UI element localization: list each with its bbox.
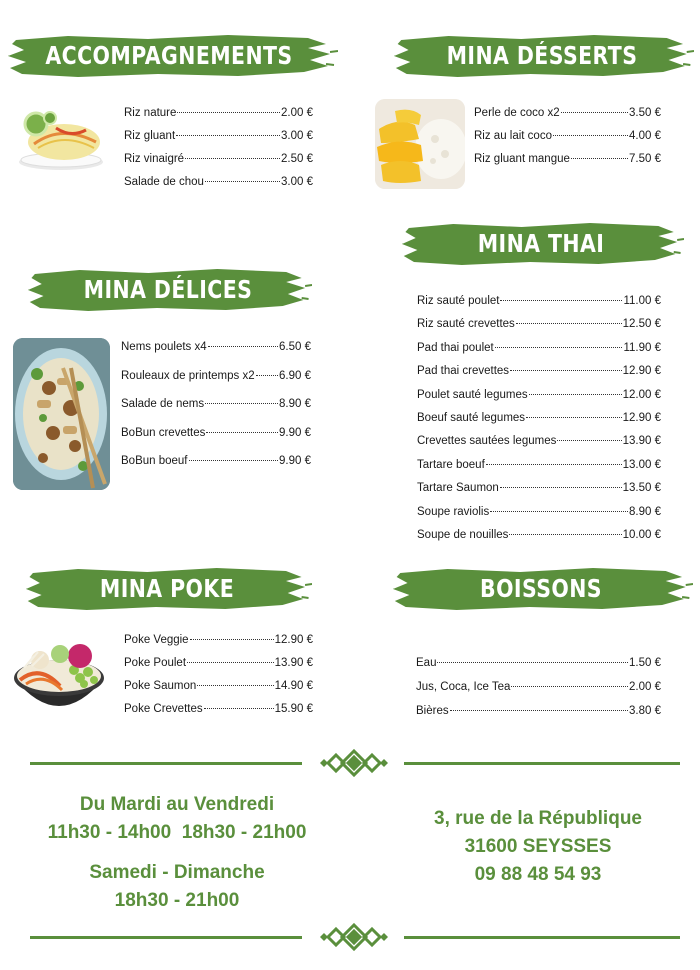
list-item: Rouleaux de printemps x2 6.90 € xyxy=(121,369,311,382)
list-item: Salade de chou 3.00 € xyxy=(124,176,313,188)
weekend-hours: 18h30 - 21h00 xyxy=(114,890,240,911)
phone-number: 09 88 48 54 93 xyxy=(474,864,602,885)
street-address: 3, rue de la République xyxy=(434,808,642,829)
list-item: Poke Crevettes 15.90 € xyxy=(124,703,313,715)
list-item: Tartare Saumon 13.50 € xyxy=(417,482,661,495)
list-item: Nems poulets x4 6.50 € xyxy=(121,341,311,353)
list-item: Salade de nems 8.90 € xyxy=(121,398,311,410)
list-item: Riz vinaigré 2.50 € xyxy=(124,153,313,165)
list-item: Bières 3.80 € xyxy=(416,705,661,717)
list-item: Pad thai crevettes 12.90 € xyxy=(417,365,661,378)
diamond-ornament xyxy=(312,923,396,951)
banner-thai xyxy=(402,222,680,266)
section-title: MINA DÉLICES xyxy=(83,275,253,304)
list-item: Tartare boeuf 13.00 € xyxy=(417,458,661,471)
photo-bobun xyxy=(13,338,110,490)
divider-line xyxy=(404,762,680,765)
section-title: BOISSONS xyxy=(480,574,602,603)
list-item: Riz gluant mangue 7.50 € xyxy=(474,153,661,165)
list-item: Riz sauté crevettes 12.50 € xyxy=(417,318,661,331)
list-item: Riz nature 2.00 € xyxy=(124,107,313,119)
list-item: Riz au lait coco 4.00 € xyxy=(474,130,661,142)
list-item: Soupe raviolis 8.90 € xyxy=(417,505,661,518)
weekday-hours: 11h30 - 14h00 18h30 - 21h00 xyxy=(47,822,307,843)
divider-line xyxy=(30,936,302,939)
list-item: Pad thai poulet 11.90 € xyxy=(417,341,661,354)
list-item: BoBun crevettes 9.90 € xyxy=(121,426,311,439)
list-item: Poke Saumon 14.90 € xyxy=(124,680,313,692)
weekdays-label: Du Mardi au Vendredi xyxy=(79,794,275,815)
diamond-ornament xyxy=(312,749,396,777)
list-item: Poke Veggie 12.90 € xyxy=(124,634,313,646)
banner-poke xyxy=(26,567,308,611)
list-item: Riz gluant 3.00 € xyxy=(124,130,313,142)
banner-desserts xyxy=(394,34,690,78)
list-item: Jus, Coca, Ice Tea 2.00 € xyxy=(416,681,661,693)
city: 31600 SEYSSES xyxy=(464,836,612,857)
photo-dessert-mangue xyxy=(375,99,465,189)
divider-line xyxy=(30,762,302,765)
list-item: Soupe de nouilles 10.00 € xyxy=(417,529,661,541)
address-block xyxy=(372,805,700,889)
opening-hours xyxy=(10,791,344,915)
banner-accompagnements xyxy=(8,34,330,78)
list-item: Poulet sauté legumes 12.00 € xyxy=(417,388,661,401)
photo-riz-salade xyxy=(16,104,106,174)
list-item: Perle de coco x2 3.50 € xyxy=(474,107,661,119)
section-title: MINA POKE xyxy=(99,574,235,603)
photo-poke-bowl xyxy=(10,634,108,726)
banner-boissons xyxy=(393,567,689,611)
list-item: Crevettes sautées legumes 13.90 € xyxy=(417,435,661,448)
banner-delices xyxy=(28,268,308,312)
weekend-label: Samedi - Dimanche xyxy=(89,862,265,883)
section-title: MINA THAI xyxy=(477,229,605,258)
section-title: ACCOMPAGNEMENTS xyxy=(45,41,293,70)
list-item: Boeuf sauté legumes 12.90 € xyxy=(417,412,661,424)
list-item: BoBun boeuf 9.90 € xyxy=(121,455,311,467)
list-item: Poke Poulet 13.90 € xyxy=(124,657,313,669)
list-item: Riz sauté poulet 11.00 € xyxy=(417,295,661,307)
divider-line xyxy=(404,936,680,939)
list-item: Eau 1.50 € xyxy=(416,657,661,669)
section-title: MINA DÉSSERTS xyxy=(446,41,638,70)
